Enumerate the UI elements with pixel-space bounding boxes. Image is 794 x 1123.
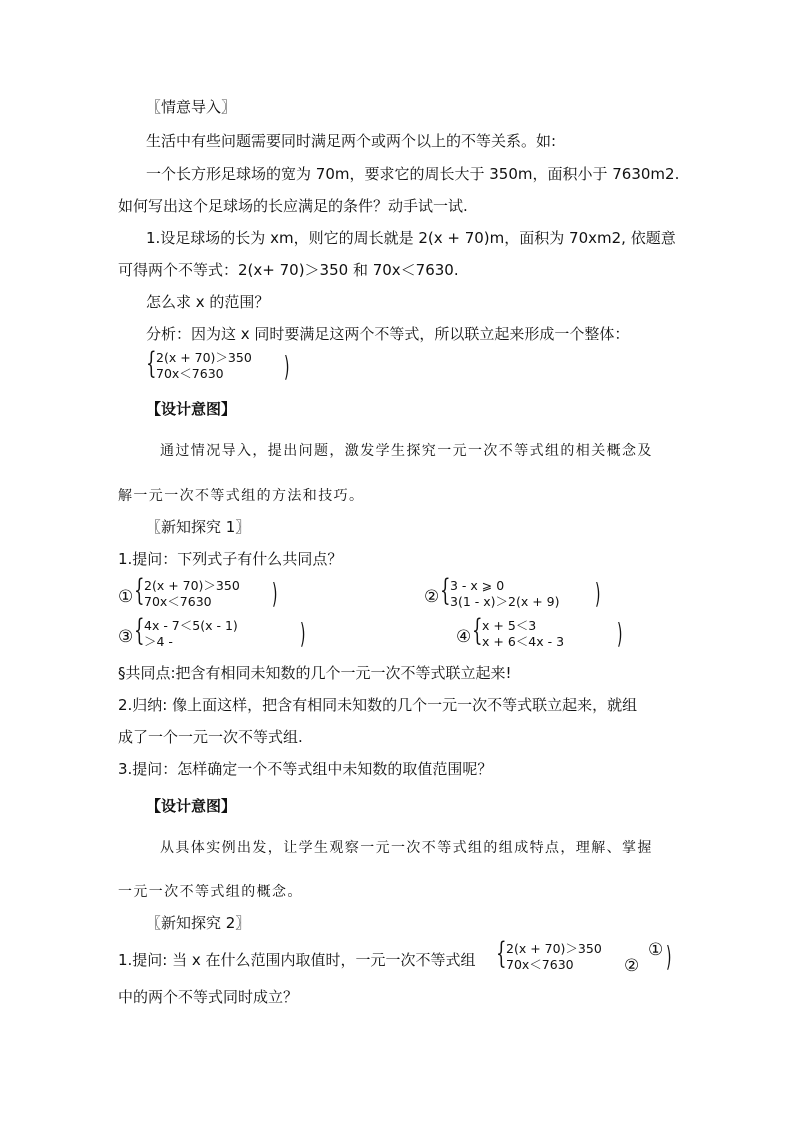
right-paren: ) bbox=[666, 940, 672, 973]
marker-3: ③ bbox=[118, 627, 134, 647]
system-line-1: 2(x + 70)＞350 bbox=[156, 350, 252, 365]
intro-paragraph-2a: 一个长方形足球场的宽为 70m，要求它的周长大于 350m，面积小于 7630m2. bbox=[146, 165, 680, 183]
design1-line-2: 解一元一次不等式组的方法和技巧。 bbox=[118, 488, 365, 504]
left-brace: { bbox=[440, 573, 451, 608]
system-1-line-1: 2(x + 70)＞350 bbox=[144, 578, 240, 593]
explore1-induction-a: 2.归纳: 像上面这样，把含有相同未知数的几个一元一次不等式联立起来，就组 bbox=[118, 696, 638, 714]
left-brace: { bbox=[134, 573, 145, 608]
intro-paragraph-4: 怎么求 x 的范围？ bbox=[146, 293, 270, 311]
system-1-line-2: 70x＜7630 bbox=[144, 594, 212, 609]
design2-line-1: 从具体实例出发，让学生观察一元一次不等式组的组成特点，理解、掌握 bbox=[160, 840, 653, 856]
right-paren: ) bbox=[300, 617, 306, 650]
intro-paragraph-5: 分析：因为这 x 同时要满足这两个不等式，所以联立起来形成一个整体： bbox=[146, 325, 630, 343]
right-paren: ) bbox=[284, 350, 290, 383]
explore1-question-1: 1.提问：下列式子有什么共同点？ bbox=[118, 550, 343, 568]
section-heading-explore-1: 〖新知探究 1〗 bbox=[146, 518, 251, 536]
system-2-line-2: 3(1 - x)＞2(x + 9) bbox=[450, 594, 560, 609]
system-explore2-line-1: 2(x + 70)＞350 bbox=[506, 941, 602, 956]
marker-1: ① bbox=[118, 587, 134, 607]
left-brace: { bbox=[146, 346, 157, 381]
equation-number-1: ① bbox=[648, 940, 664, 960]
system-explore2-line-2: 70x＜7630 bbox=[506, 957, 574, 972]
explore2-question-1a: 1.提问: 当 x 在什么范围内取值时，一元一次不等式组 bbox=[118, 951, 476, 969]
explore1-question-3: 3.提问：怎样确定一个不等式组中未知数的取值范围呢？ bbox=[118, 760, 493, 778]
design2-line-2: 一元一次不等式组的概念。 bbox=[118, 884, 303, 900]
intro-paragraph-3b: 可得两个不等式：2(x+ 70)＞350 和 70x＜7630. bbox=[118, 261, 459, 279]
intro-paragraph-3a: 1.设足球场的长为 xm，则它的周长就是 2(x + 70)m，面积为 70xm2, 依题意 bbox=[146, 229, 676, 247]
right-paren: ) bbox=[595, 577, 601, 610]
explore2-question-1b: 中的两个不等式同时成立？ bbox=[118, 988, 299, 1006]
system-2-line-1: 3 - x ⩾ 0 bbox=[450, 578, 505, 593]
system-3-line-2: ＞4 - bbox=[144, 634, 173, 649]
explore1-induction-b: 成了一个一元一次不等式组. bbox=[118, 728, 303, 746]
marker-4: ④ bbox=[456, 627, 472, 647]
system-line-2: 70x＜7630 bbox=[156, 366, 224, 381]
right-paren: ) bbox=[617, 617, 623, 650]
system-3-line-1: 4x - 7＜5(x - 1) bbox=[144, 618, 238, 633]
equation-number-2: ② bbox=[624, 956, 640, 976]
system-4-line-2: x + 6＜4x - 3 bbox=[482, 634, 565, 649]
intro-paragraph-1: 生活中有些问题需要同时满足两个或两个以上的不等关系。如: bbox=[146, 132, 557, 150]
design-heading-1: 【设计意图】 bbox=[146, 400, 237, 418]
design-heading-2: 【设计意图】 bbox=[146, 797, 237, 815]
section-heading-intro: 〖情意导入〗 bbox=[146, 98, 237, 116]
left-brace: { bbox=[496, 936, 507, 971]
explore1-common-point: §共同点:把含有相同未知数的几个一元一次不等式联立起来! bbox=[118, 664, 512, 682]
left-brace: { bbox=[134, 613, 145, 648]
section-heading-explore-2: 〖新知探究 2〗 bbox=[146, 914, 251, 932]
right-paren: ) bbox=[272, 577, 278, 610]
marker-2: ② bbox=[424, 587, 440, 607]
left-brace: { bbox=[472, 613, 483, 648]
system-4-line-1: x + 5＜3 bbox=[482, 618, 537, 633]
design1-line-1: 通过情况导入，提出问题，激发学生探究一元一次不等式组的相关概念及 bbox=[160, 443, 653, 459]
intro-paragraph-2b: 如何写出这个足球场的长应满足的条件？动手试一试. bbox=[118, 197, 468, 215]
